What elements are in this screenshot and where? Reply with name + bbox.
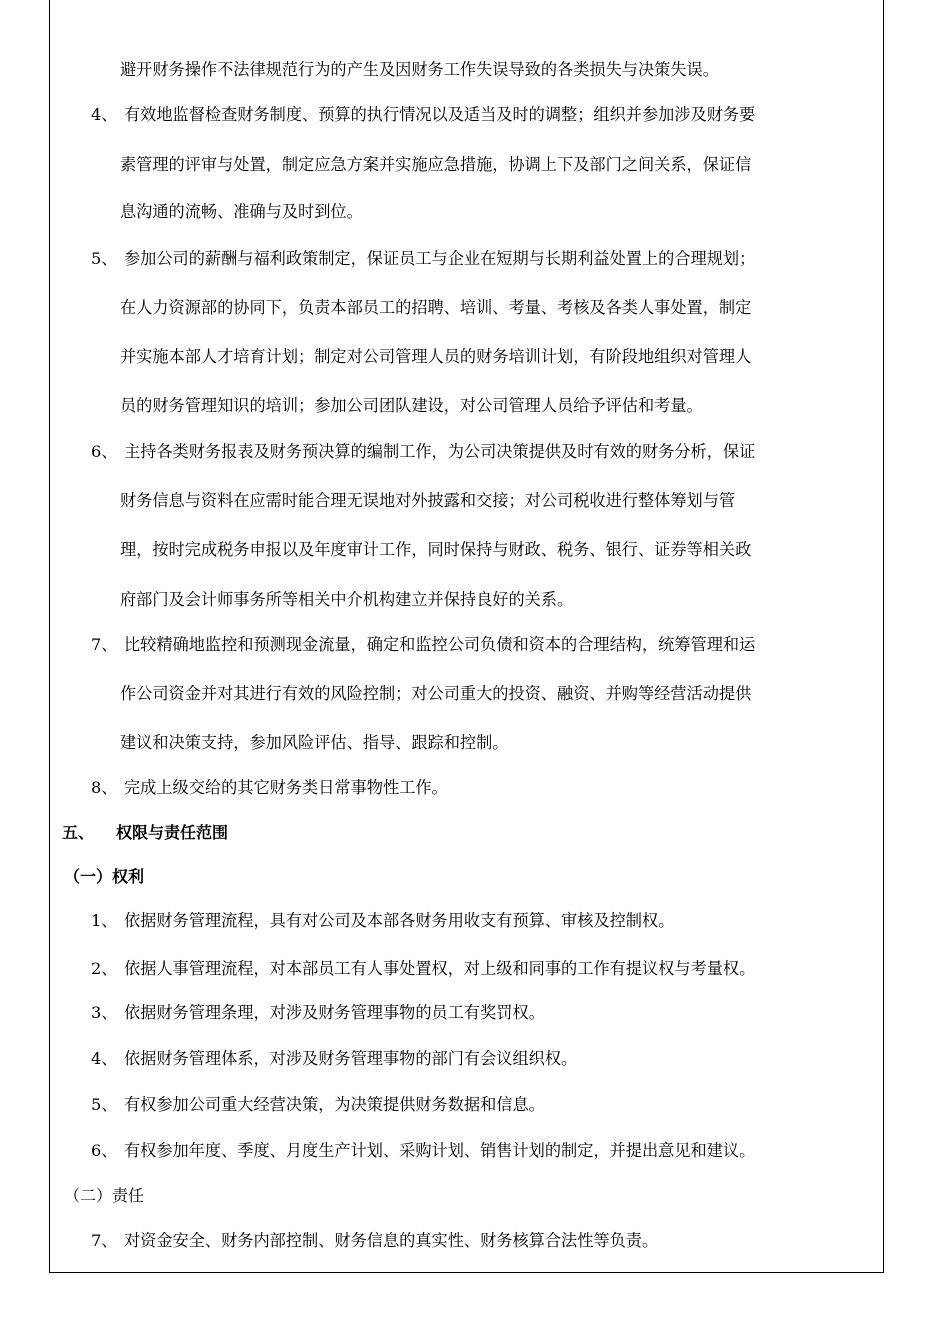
rights-item: 有权参加公司重大经营决策，为决策提供财务数据和信息。 <box>124 1095 545 1114</box>
item-number: 5、 <box>91 249 118 268</box>
paragraph-line: 理，按时完成税务申报以及年度审计工作，同时保持与财政、税务、银行、证券等相关政 <box>120 540 752 559</box>
paragraph-line: 息沟通的流畅、准确与及时到位。 <box>120 202 363 221</box>
paragraph-line: 避开财务操作不法律规范行为的产生及因财务工作失误导致的各类损失与决策失误。 <box>120 60 719 79</box>
paragraph-line: 在人力资源部的协同下，负责本部员工的招聘、培训、考量、考核及各类人事处置，制定 <box>120 298 752 317</box>
item-number: 3、 <box>91 1003 118 1022</box>
item-number: 6、 <box>91 442 118 461</box>
item-number: 2、 <box>91 959 118 978</box>
section-number: 五、 <box>62 823 95 842</box>
paragraph-line: 参加公司的薪酬与福利政策制定，保证员工与企业在短期与长期利益处置上的合理规划； <box>124 249 756 268</box>
paragraph-line: 完成上级交给的其它财务类日常事物性工作。 <box>124 778 448 797</box>
paragraph-line: 比较精确地监控和预测现金流量，确定和监控公司负债和资本的合理结构，统筹管理和运 <box>124 635 756 654</box>
item-number: 6、 <box>91 1141 118 1160</box>
item-number: 7、 <box>91 1231 118 1250</box>
paragraph-line: 财务信息与资料在应需时能合理无误地对外披露和交接；对公司税收进行整体筹划与管 <box>120 491 736 510</box>
rights-item: 依据财务管理条理，对涉及财务管理事物的员工有奖罚权。 <box>124 1003 545 1022</box>
paragraph-line: 素管理的评审与处置，制定应急方案并实施应急措施，协调上下及部门之间关系，保证信 <box>120 155 752 174</box>
section-title: 权限与责任范围 <box>116 823 229 842</box>
item-number: 7、 <box>91 635 118 654</box>
paragraph-line: 作公司资金并对其进行有效的风险控制；对公司重大的投资、融资、并购等经营活动提供 <box>120 684 752 703</box>
rights-item: 依据财务管理流程，具有对公司及本部各财务用收支有预算、审核及控制权。 <box>124 911 675 930</box>
subsection-heading-duties: （二）责任 <box>64 1186 145 1205</box>
item-number: 4、 <box>91 1049 118 1068</box>
subsection-heading-rights: （一）权利 <box>64 867 145 886</box>
paragraph-line: 并实施本部人才培育计划；制定对公司管理人员的财务培训计划，有阶段地组织对管理人 <box>120 347 752 366</box>
item-number: 4、 <box>91 105 118 124</box>
paragraph-line: 主持各类财务报表及财务预决算的编制工作，为公司决策提供及时有效的财务分析，保证 <box>124 442 756 461</box>
paragraph-line: 建议和决策支持，参加风险评估、指导、跟踪和控制。 <box>120 733 509 752</box>
item-number: 8、 <box>91 778 118 797</box>
rights-item: 依据人事管理流程，对本部员工有人事处置权，对上级和同事的工作有提议权与考量权。 <box>124 959 756 978</box>
duties-item: 对资金安全、财务内部控制、财务信息的真实性、财务核算合法性等负责。 <box>124 1231 659 1250</box>
item-number: 5、 <box>91 1095 118 1114</box>
paragraph-line: 员的财务管理知识的培训；参加公司团队建设，对公司管理人员给予评估和考量。 <box>120 396 703 415</box>
rights-item: 有权参加年度、季度、月度生产计划、采购计划、销售计划的制定，并提出意见和建议。 <box>124 1141 756 1160</box>
rights-item: 依据财务管理体系，对涉及财务管理事物的部门有会议组织权。 <box>124 1049 578 1068</box>
paragraph-line: 府部门及会计师事务所等相关中介机构建立并保持良好的关系。 <box>120 590 574 609</box>
paragraph-line: 有效地监督检查财务制度、预算的执行情况以及适当及时的调整；组织并参加涉及财务要 <box>124 105 756 124</box>
item-number: 1、 <box>91 911 118 930</box>
